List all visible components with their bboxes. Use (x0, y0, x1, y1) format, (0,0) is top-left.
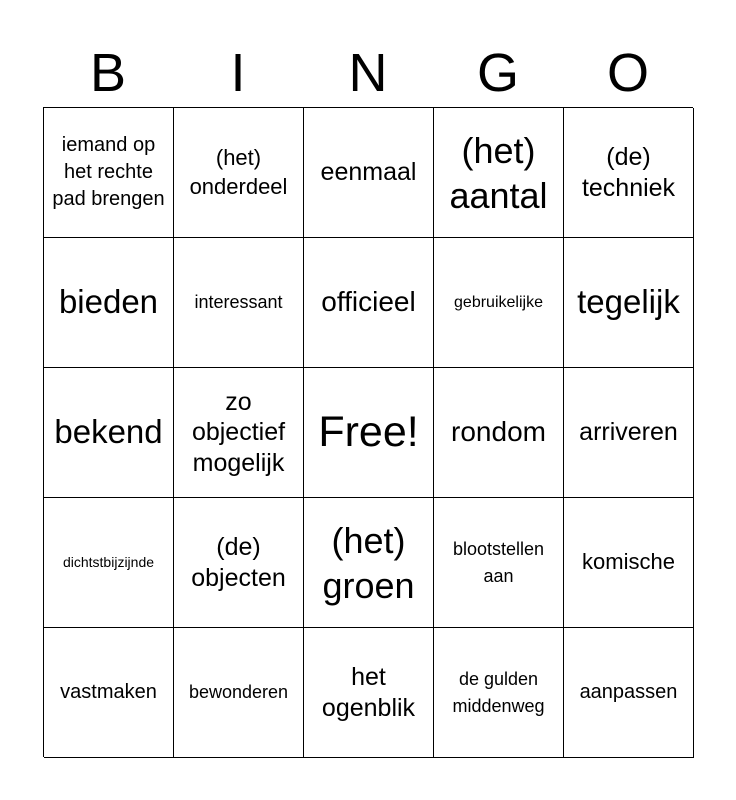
cell-text: (de) techniek (581, 143, 676, 202)
cell-text: (het) groen (322, 519, 415, 606)
cell-text: bieden (58, 283, 159, 321)
bingo-cell[interactable] (564, 368, 694, 498)
bingo-cell[interactable] (44, 628, 174, 758)
bingo-grid (43, 107, 693, 757)
cell-text: komische (582, 549, 675, 575)
bingo-cell[interactable] (44, 498, 174, 628)
bingo-cell[interactable] (304, 498, 434, 628)
cell-text: officieel (321, 286, 416, 318)
cell-text: (de) objecten (191, 533, 286, 592)
bingo-cell[interactable] (174, 628, 304, 758)
bingo-header (43, 40, 693, 106)
cell-text: (het) onderdeel (189, 144, 288, 199)
cell-text: vastmaken (60, 681, 157, 703)
bingo-cell[interactable] (44, 368, 174, 498)
cell-text: zo objectief mogelijk (191, 387, 286, 477)
header-letter-n: N (348, 43, 388, 103)
header-letter-o: O (606, 43, 649, 103)
header-letter-b: B (89, 43, 127, 103)
cell-text: rondom (451, 416, 546, 448)
cell-text: interessant (194, 292, 283, 313)
bingo-cell[interactable] (304, 108, 434, 238)
cell-text: iemand op het rechte pad brengen (52, 134, 165, 210)
bingo-cell[interactable] (44, 238, 174, 368)
cell-text: het ogenblik (321, 663, 416, 722)
header-letter-i: I (230, 43, 246, 103)
cell-text: bewonderen (188, 682, 289, 703)
cell-text: bekend (54, 413, 163, 451)
free-space-text: Free! (318, 407, 419, 456)
cell-text: de gulden middenweg (452, 669, 545, 716)
header-letter-g: G (476, 43, 519, 103)
cell-text: blootstellen aan (452, 539, 545, 586)
bingo-cell[interactable] (564, 108, 694, 238)
cell-text: dichtstbijzijnde (62, 554, 155, 571)
bingo-cell[interactable] (174, 238, 304, 368)
bingo-cell[interactable] (174, 368, 304, 498)
bingo-cell[interactable] (44, 108, 174, 238)
bingo-cell[interactable] (434, 498, 564, 628)
cell-text: tegelijk (577, 283, 680, 321)
bingo-cell[interactable] (434, 108, 564, 238)
bingo-cell[interactable] (434, 238, 564, 368)
bingo-cell[interactable] (434, 628, 564, 758)
bingo-cell[interactable] (564, 498, 694, 628)
cell-text: (het) aantal (449, 129, 548, 216)
bingo-cell[interactable] (174, 498, 304, 628)
bingo-cell[interactable] (434, 368, 564, 498)
bingo-cell[interactable] (564, 628, 694, 758)
cell-text: eenmaal (320, 158, 417, 187)
bingo-cell[interactable] (174, 108, 304, 238)
cell-text: aanpassen (579, 681, 678, 703)
free-space[interactable] (304, 368, 434, 498)
bingo-cell[interactable] (304, 628, 434, 758)
cell-text: gebruikelijke (454, 293, 543, 311)
bingo-cell[interactable] (564, 238, 694, 368)
bingo-cell[interactable] (304, 238, 434, 368)
cell-text: arriveren (579, 418, 678, 447)
